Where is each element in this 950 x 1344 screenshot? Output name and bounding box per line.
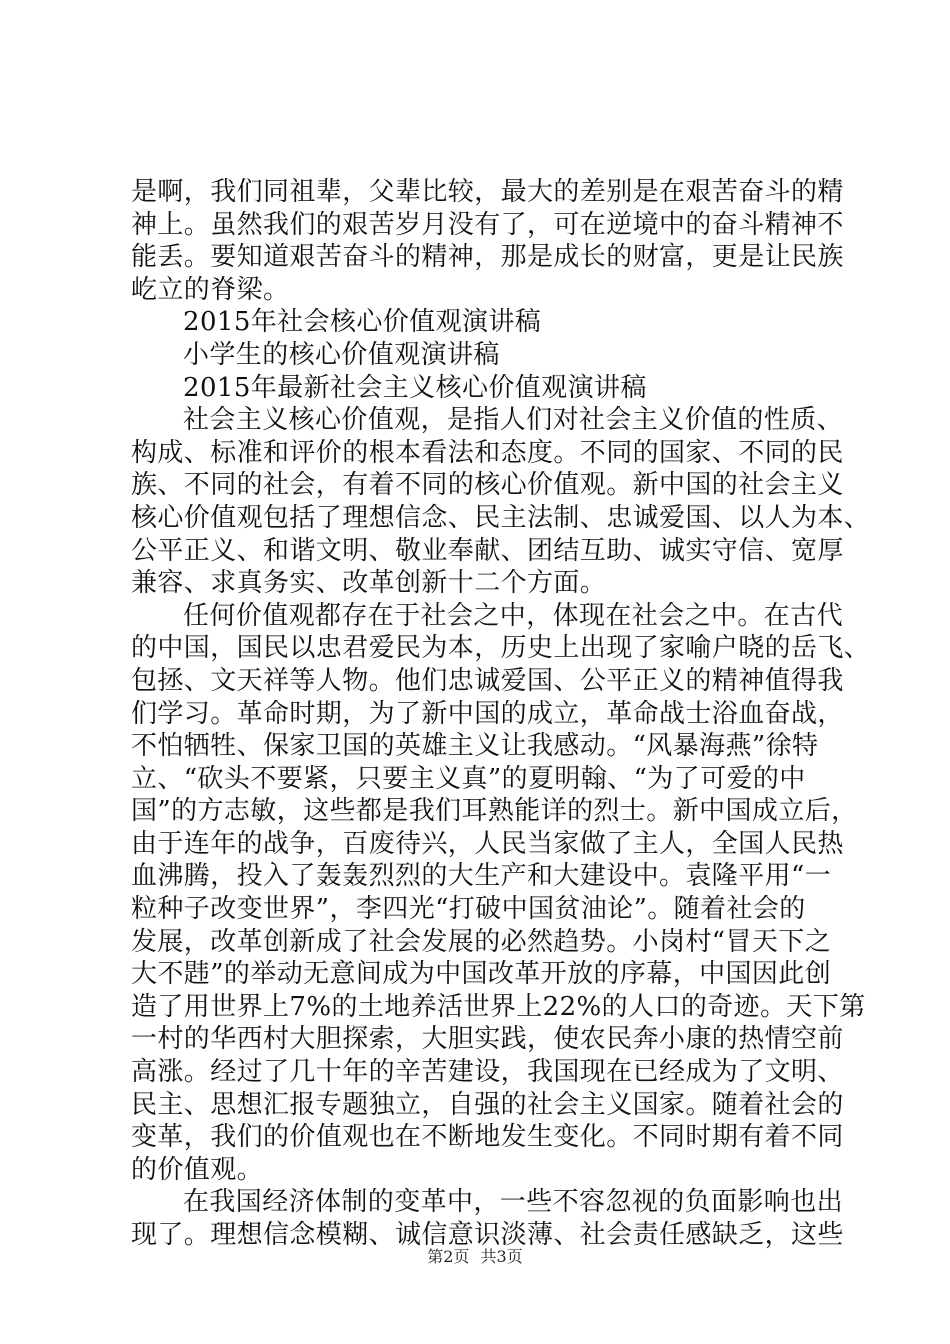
text-line: 不怕牺牲、保家卫国的英雄主义让我感动。“风暴海燕”徐特 bbox=[131, 731, 819, 762]
text-line: 血沸腾，投入了轰轰烈烈的大生产和大建设中。袁隆平用“一 bbox=[131, 861, 832, 892]
text-line: 包拯、文天祥等人物。他们忠诚爱国、公平正义的精神值得我 bbox=[131, 665, 844, 696]
text-line: 2015年社会核心价值观演讲稿 bbox=[183, 307, 542, 338]
paragraph bbox=[131, 404, 871, 600]
text-line: 神上。虽然我们的艰苦岁月没有了，可在逆境中的奋斗精神不 bbox=[131, 209, 844, 240]
text-line: 的中国，国民以忠君爱民为本，历史上出现了家喻户晓的岳飞、 bbox=[131, 633, 871, 664]
page-total: 共3页 bbox=[480, 1247, 523, 1266]
text-line: 变革，我们的价值观也在不断地发生变化。不同时期有着不同 bbox=[131, 1122, 844, 1153]
text-line: 高涨。经过了几十年的辛苦建设，我国现在已经成为了文明、 bbox=[131, 1057, 844, 1088]
text-line: 任何价值观都存在于社会之中，体现在社会之中。在古代 bbox=[183, 600, 844, 631]
page-footer bbox=[0, 1244, 950, 1267]
text-line: 由于连年的战争，百废待兴，人民当家做了主人，全国人民热 bbox=[131, 828, 844, 859]
text-line: 民主、思想汇报专题独立，自强的社会主义国家。随着社会的 bbox=[131, 1089, 844, 1120]
text-line: 小学生的核心价值观演讲稿 bbox=[183, 339, 500, 370]
paragraph bbox=[131, 1186, 844, 1251]
text-line: 核心价值观包括了理想信念、民主法制、忠诚爱国、以人为本、 bbox=[131, 502, 871, 533]
text-line: 粒种子改变世界”，李四光“打破中国贫油论”。随着社会的 bbox=[131, 894, 806, 925]
text-line: 国”的方志敏，这些都是我们耳熟能详的烈士。新中国成立后， bbox=[131, 796, 858, 827]
text-line: 是啊，我们同祖辈，父辈比较，最大的差别是在艰苦奋斗的精 bbox=[131, 177, 844, 207]
paragraph bbox=[131, 600, 871, 1187]
text-line: 的价值观。 bbox=[131, 1154, 264, 1185]
text-line: 们学习。革命时期，为了新中国的成立，革命战士浴血奋战， bbox=[131, 698, 844, 729]
text-line: 社会主义核心价值观，是指人们对社会主义价值的性质、 bbox=[183, 405, 844, 436]
text-line: 在我国经济体制的变革中，一些不容忽视的负面影响也出 bbox=[183, 1187, 844, 1218]
page-number: 第2页 bbox=[427, 1247, 470, 1266]
text-line: 构成、标准和评价的根本看法和态度。不同的国家、不同的民 bbox=[131, 437, 844, 468]
text-line: 兼容、求真务实、改革创新十二个方面。 bbox=[131, 568, 607, 599]
document-body bbox=[131, 176, 871, 1252]
text-line: 一村的华西村大胆探索，大胆实践，使农民奔小康的热情空前 bbox=[131, 1024, 844, 1055]
paragraph bbox=[131, 372, 831, 405]
paragraph bbox=[131, 176, 844, 306]
text-line: 屹立的脊梁。 bbox=[131, 274, 290, 305]
text-line: 2015年最新社会主义核心价值观演讲稿 bbox=[183, 372, 647, 403]
text-line: 大不韪”的举动无意间成为中国改革开放的序幕，中国因此创 bbox=[131, 959, 832, 990]
text-line: 造了用世界上7%的土地养活世界上22%的人口的奇迹。天下第 bbox=[131, 991, 866, 1022]
text-line: 发展，改革创新成了社会发展的必然趋势。小岗村“冒天下之 bbox=[131, 926, 832, 957]
paragraph bbox=[131, 306, 831, 339]
paragraph bbox=[131, 339, 831, 372]
text-line: 现了。理想信念模糊、诚信意识淡薄、社会责任感缺乏，这些 bbox=[131, 1220, 844, 1250]
text-line: 公平正义、和谐文明、敬业奉献、团结互助、诚实守信、宽厚 bbox=[131, 535, 844, 566]
text-line: 立、“砍头不要紧，只要主义真”的夏明翰、“为了可爱的中 bbox=[131, 763, 806, 794]
text-line: 族、不同的社会，有着不同的核心价值观。新中国的社会主义 bbox=[131, 470, 844, 501]
text-line: 能丢。要知道艰苦奋斗的精神，那是成长的财富，更是让民族 bbox=[131, 242, 844, 273]
